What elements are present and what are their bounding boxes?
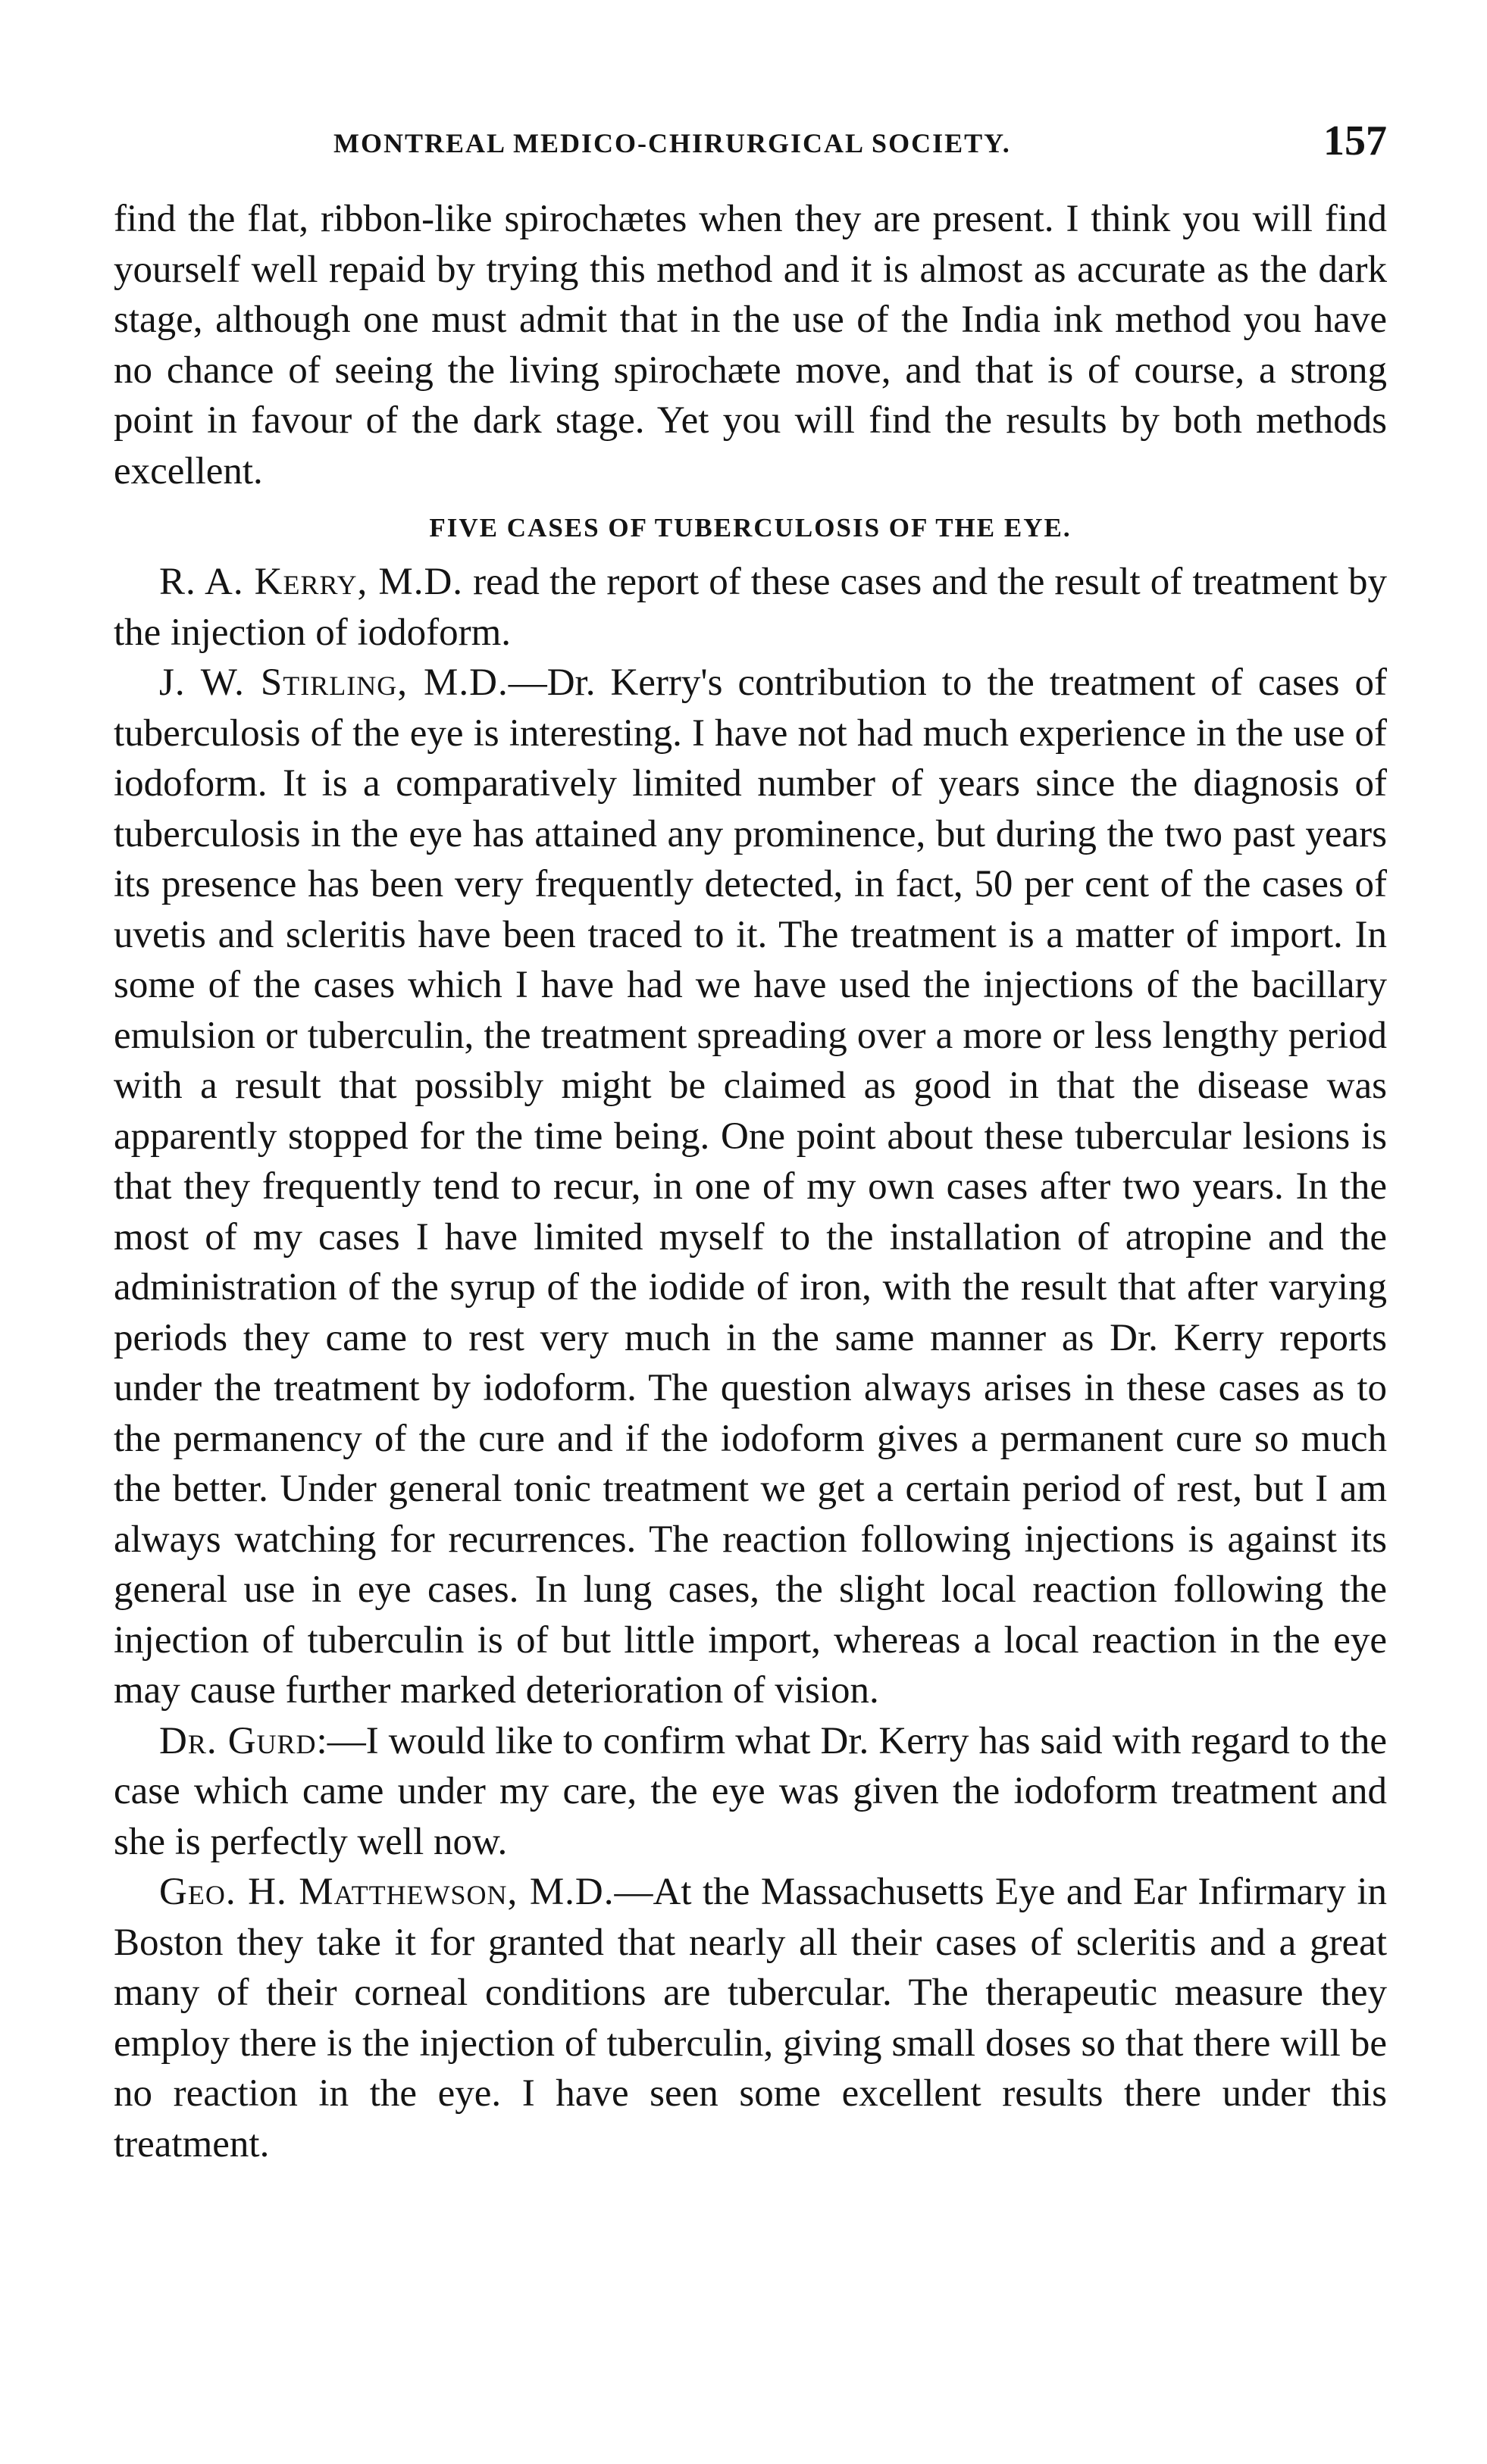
speaker-name: J. W. Stirling, M.D. [159, 661, 509, 704]
paragraph-kerry [114, 557, 1387, 658]
paragraph-text: read the report of these cases and the result of treatment by the injection of iodoform. [114, 561, 1387, 654]
paragraph-matthewson [114, 1867, 1387, 2169]
paragraph-stirling [114, 658, 1387, 1716]
paragraph-text: —Dr. Kerry's contribution to the treatment of cases of tuberculosis of the eye is interesting. I have not had much experience in the use of iodoform. It is a comparatively limited number of years since the diagnosis of tuberculosis in the eye has attained any prominence, but during the two past years its presence has been very frequently detected, in fact, 50 per cent of the cases of uvetis and scleritis have been traced to it. The treatment is a matter of import. In some of the cases which I have had we have used the injections of the bacillary emulsion or tuberculin, the treatment spreading over a more or less lengthy period with a result that possibly might be claimed as good in that the disease was apparently stopped for the time being. One point about these tubercular lesions is that they frequently tend to recur, in one of my own cases after two years. In the most of my cases I have limited myself to the installation of atropine and the administration of the syrup of the iodide of iron, with the result that after varying periods they came to rest very much in the same manner as Dr. Kerry reports under the treatment by iodoform. The question always arises in these cases as to the permanency of the cure and if the iodoform gives a permanent cure so much the better. Under general tonic treatment we get a certain period of rest, but I am always watching for recurrences. The reaction following injections is against its general use in eye cases. In lung cases, the slight local reaction following the injection of tuberculin is of but little import, whereas a local reaction in the eye may cause further marked deterioration of vision. [114, 661, 1387, 1712]
paragraph-text: —At the Massachusetts Eye and Ear Infirmary in Boston they take it for granted that nearly all their cases of scleritis and a great many of their corneal conditions are tubercular. The therapeutic measure they employ there is the injection of tuberculin, giving small doses so that there will be no reaction in the eye. I have seen some excellent results there under this treatment. [114, 1871, 1387, 2165]
paragraph-text: :—I would like to confirm what Dr. Kerry has said with regard to the case which came under my care, the eye was given the iodoform treatment and she is perfectly well now. [114, 1719, 1387, 1863]
running-header [114, 114, 1387, 174]
speaker-name: R. A. Kerry, M.D. [159, 561, 464, 603]
document-page [114, 114, 1387, 2169]
section-heading: FIVE CASES OF TUBERCULOSIS OF THE EYE. [429, 513, 1072, 543]
page-number: 157 [1323, 117, 1387, 164]
speaker-name: Geo. H. Matthewson, M.D. [159, 1871, 615, 1913]
running-title: MONTREAL MEDICO-CHIRURGICAL SOCIETY. [333, 128, 1011, 158]
speaker-name: Dr. Gurd [159, 1719, 317, 1762]
paragraph-gurd [114, 1716, 1387, 1868]
paragraph-continuation: find the flat, ribbon-like spirochætes when they are present. I think you will find yourself well repaid by trying this method and it is almost as accurate as the dark stage, although one must admit that in the use of the India ink method you have no chance of seeing the living spirochæte move, and that is of course, a strong point in favour of the dark stage. Yet you will find the results by both methods excellent. [114, 198, 1387, 492]
